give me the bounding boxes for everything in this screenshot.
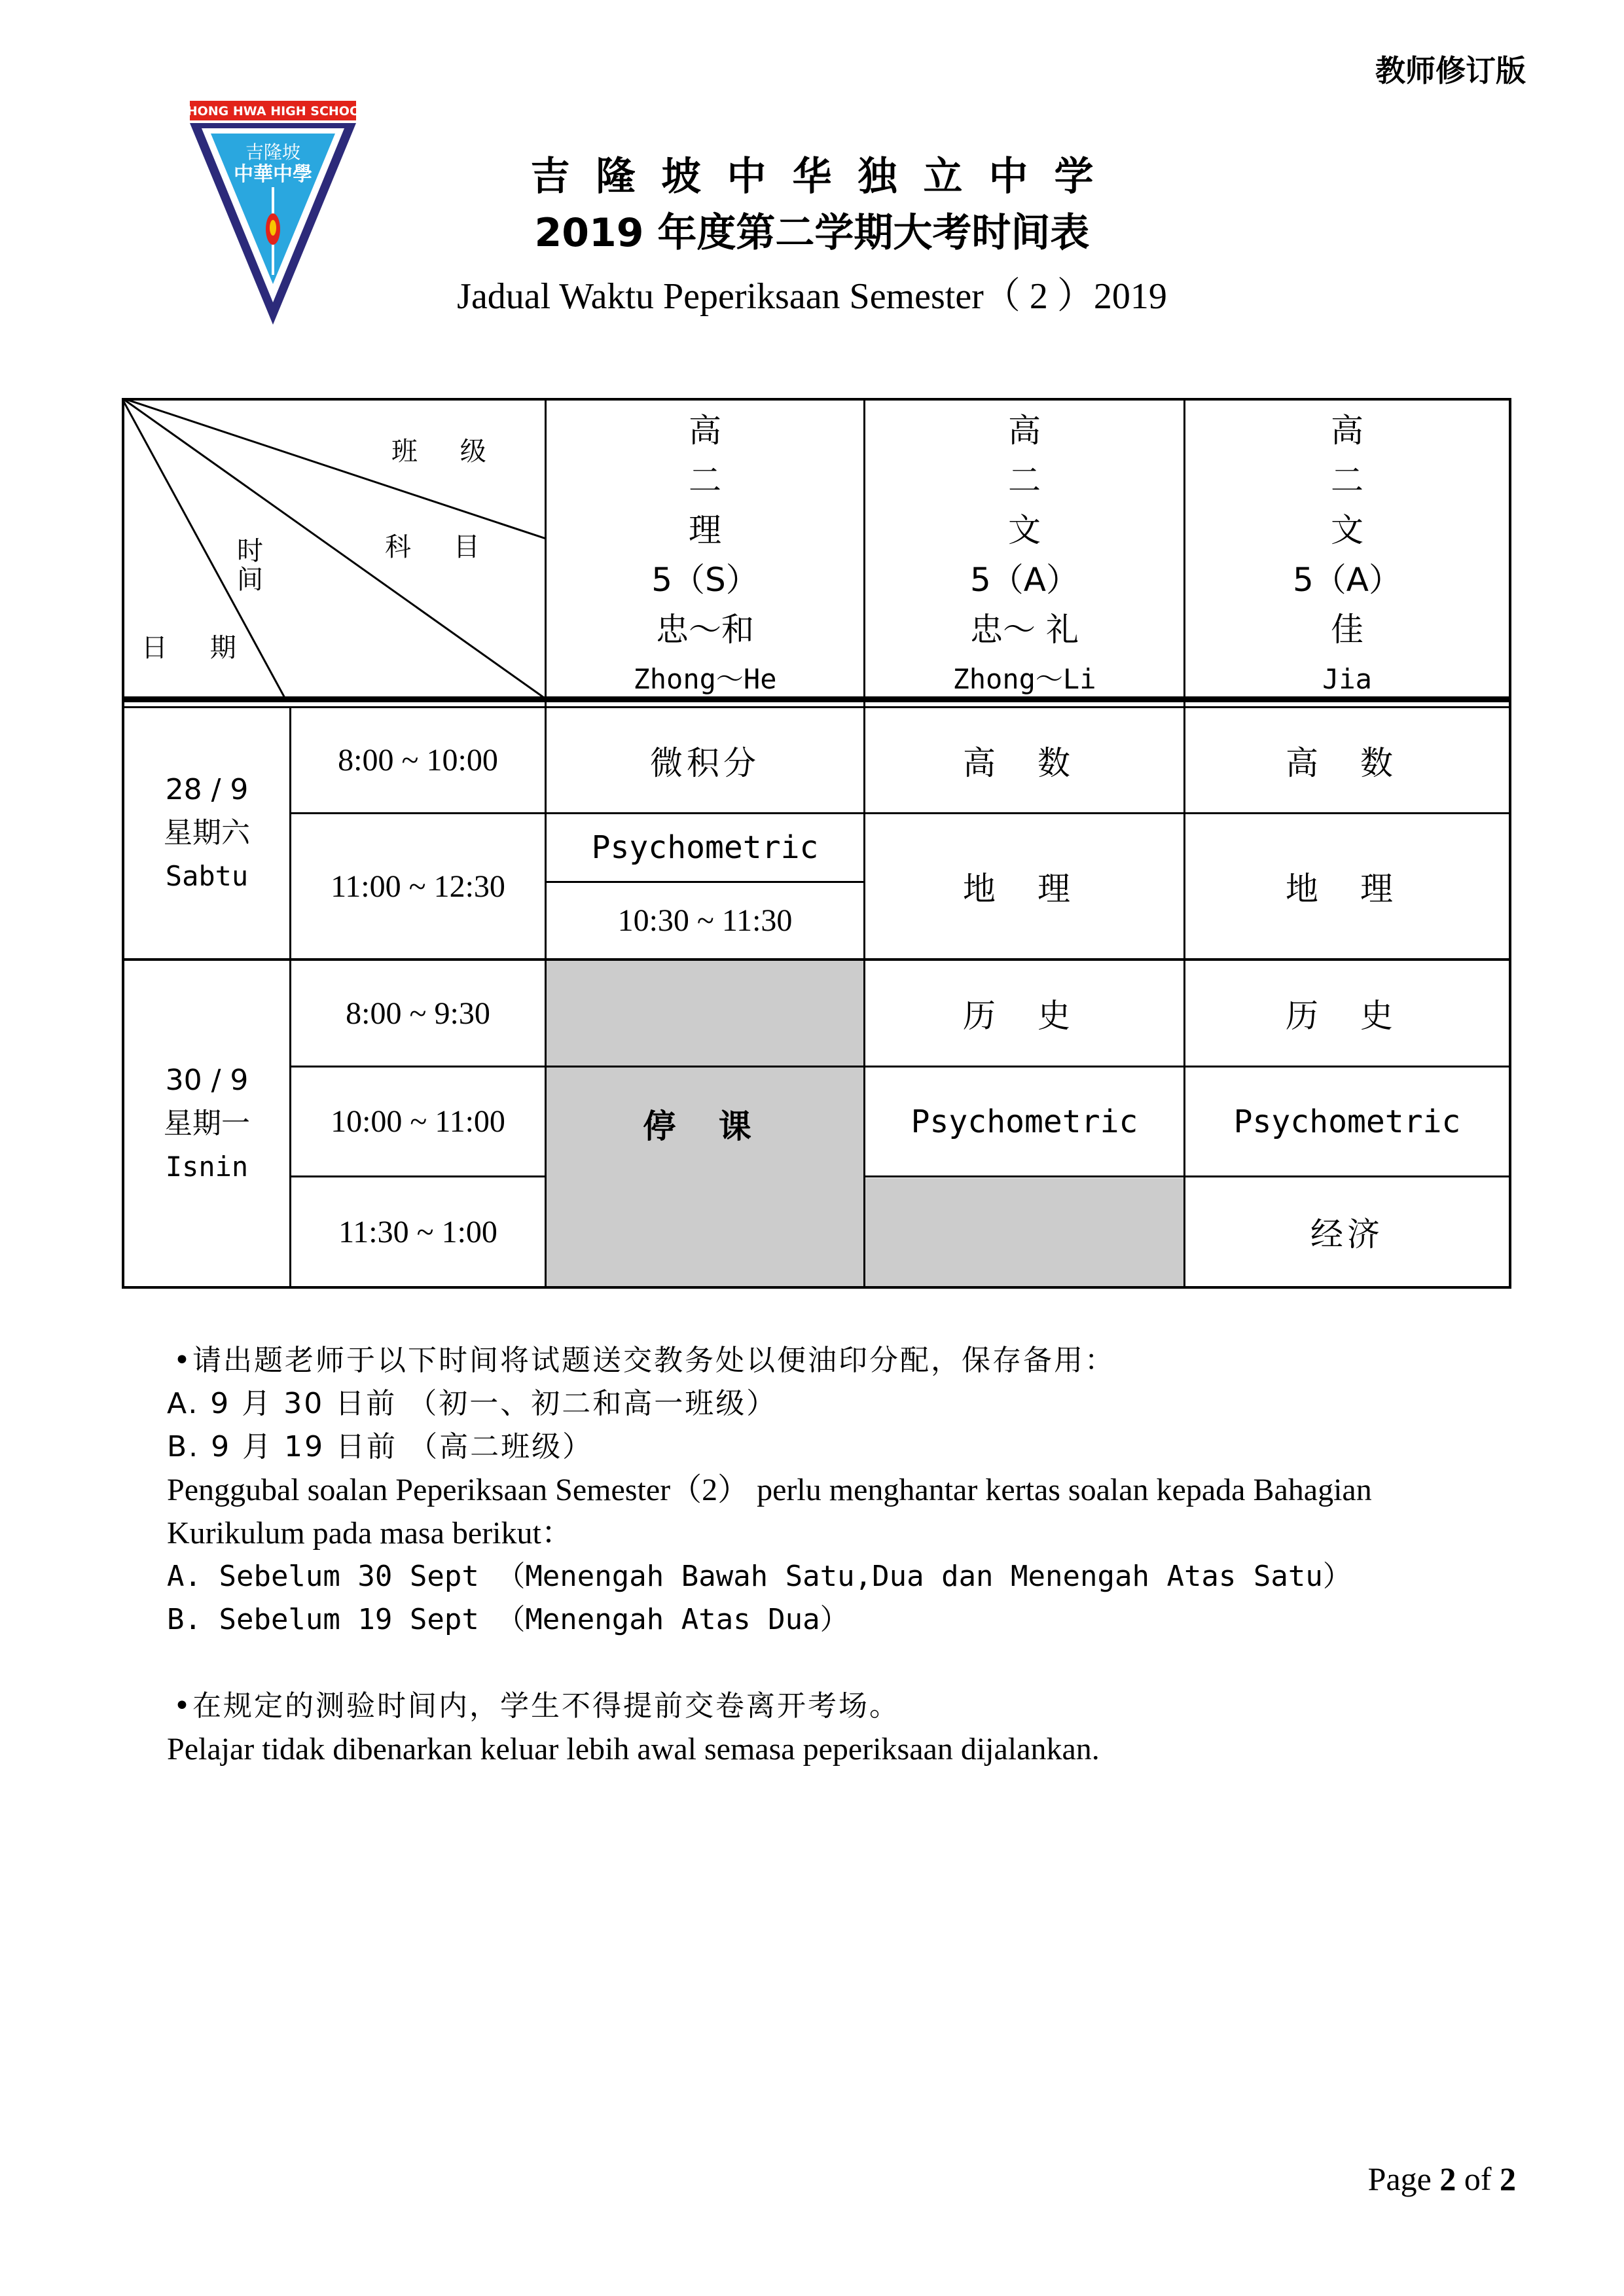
exam-title: 2019 年度第二学期大考时间表 xyxy=(534,210,1090,256)
corner-date-label: 日 期 xyxy=(141,633,253,663)
subject-cell: 经济 xyxy=(1310,1215,1384,1253)
subject-cell: 高 数 xyxy=(963,744,1086,782)
subject-time-cell: 10:30 ~ 11:30 xyxy=(617,903,793,938)
time-cell: 8:00 ~ 10:00 xyxy=(338,743,498,778)
suspended-cell: 停 课 xyxy=(643,1107,767,1145)
column-header-2: 高 二 文 5（A） 忠～ 礼 Zhong～Li xyxy=(952,412,1096,695)
subject-cell: Psychometric xyxy=(1233,1103,1461,1140)
subject-cell: Psychometric xyxy=(911,1103,1138,1140)
time-cell: 8:00 ~ 9:30 xyxy=(346,996,490,1031)
exam-subtitle: Jadual Waktu Peperiksaan Semester（ 2 ）2019 xyxy=(457,276,1167,317)
date-cell-day2: 30 / 9 星期一 Isnin xyxy=(164,1063,250,1183)
note-1-ms-line1: Penggubal soalan Peperiksaan Semester（2） perlu menghantar kertas soalan kepada Bahagian xyxy=(167,1473,1372,1507)
table-border-top xyxy=(122,398,1511,401)
logo-line2: 中華中學 xyxy=(234,163,312,186)
subject-cell: Psychometric xyxy=(591,829,819,866)
note-1-cn: •请出题老师于以下时间将试题送交教务处以便油印分配，保存备用： xyxy=(173,1344,1115,1377)
logo-line1: 吉隆坡 xyxy=(245,141,301,163)
column-header-3: 高 二 文 5（A） 佳 Jia xyxy=(1292,412,1401,695)
subject-cell: 历 史 xyxy=(963,997,1086,1035)
note-2-cn: •在规定的测验时间内，学生不得提前交卷离开考场。 xyxy=(173,1689,900,1723)
time-cell: 10:00 ~ 11:00 xyxy=(331,1104,505,1139)
note-1-a: A. 9 月 30 日前 （初一、初二和高一班级） xyxy=(167,1387,778,1420)
logo-top-text: CHONG HWA HIGH SCHOOL xyxy=(187,104,359,118)
corner-time-label-1: 时 xyxy=(237,536,280,566)
corner-subject-label: 科 目 xyxy=(385,532,497,562)
note-1-ms-a: A. Sebelum 30 Sept （Menengah Bawah Satu,Dua dan Menengah Atas Satu） xyxy=(167,1560,1352,1593)
table-border-bottom xyxy=(122,1286,1511,1289)
school-name: 吉隆坡中华独立中学 xyxy=(530,154,1120,200)
note-1-ms-b: B. Sebelum 19 Sept （Menengah Atas Dua） xyxy=(167,1603,849,1636)
shaded-cell-empty xyxy=(865,1178,1185,1289)
time-cell: 11:00 ~ 12:30 xyxy=(331,869,505,904)
time-cell: 11:30 ~ 1:00 xyxy=(338,1214,497,1249)
subject-cell: 微积分 xyxy=(650,744,760,782)
table-border-right xyxy=(1509,398,1511,1289)
subject-cell: 高 数 xyxy=(1286,744,1409,782)
corner-time-label-2: 间 xyxy=(237,565,280,595)
note-1-ms-line2: Kurikulum pada masa berikut： xyxy=(167,1516,573,1551)
exam-timetable xyxy=(122,398,1511,1289)
page-number: Page 2 of 2 xyxy=(1367,2161,1516,2197)
notes-section xyxy=(167,1339,1542,1771)
subject-cell: 历 史 xyxy=(1286,997,1409,1035)
corner-class-label: 班 级 xyxy=(391,437,503,467)
date-cell-day1: 28 / 9 星期六 Sabtu xyxy=(164,773,250,892)
edition-label: 教师修订版 xyxy=(1375,53,1526,88)
note-2-ms: Pelajar tidak dibenarkan keluar lebih awal semasa peperiksaan dijalankan. xyxy=(167,1732,1100,1767)
column-header-1: 高 二 理 5（S） 忠～和 Zhong～He xyxy=(633,412,777,695)
subject-cell: 地 理 xyxy=(1286,870,1409,908)
note-1-b: B. 9 月 19 日前 （高二班级） xyxy=(167,1430,594,1463)
subject-cell: 地 理 xyxy=(963,870,1086,908)
